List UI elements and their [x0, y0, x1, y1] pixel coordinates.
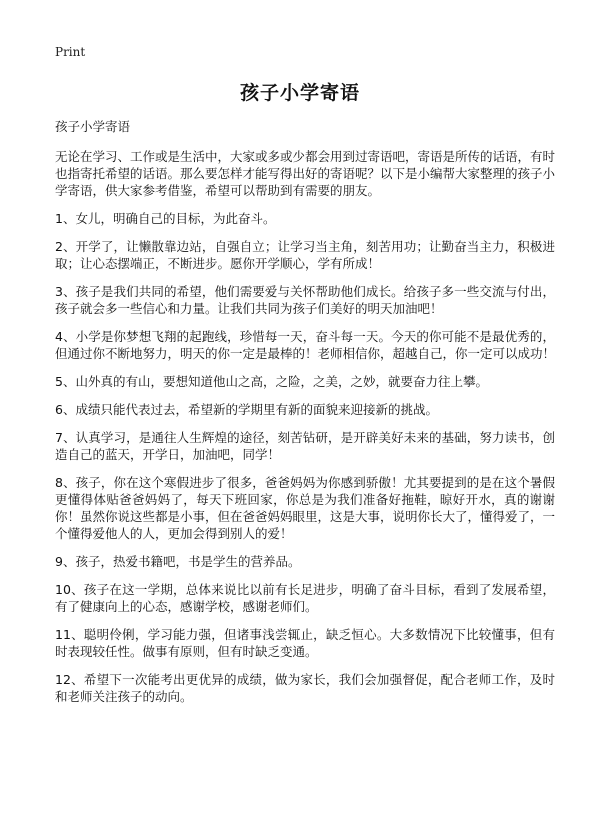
message-item-11: 11、聪明伶俐，学习能力强，但诸事浅尝辄止，缺乏恒心。大多数情况下比较懂事，但有时表现较任性。做事有原则，但有时缺乏变通。	[55, 627, 555, 659]
message-item-8: 8、孩子，你在这个寒假进步了很多，爸爸妈妈为你感到骄傲！尤其要提到的是在这个暑假更懂得体贴爸爸妈妈了，每天下班回家，你总是为我们准备好拖鞋，晾好开水，真的谢谢你！虽然你说这些都是小事，但在爸爸妈妈眼里，这是大事，说明你长大了，懂得爱了，一个懂得爱他人的人，更加会得到别人的爱！	[55, 475, 556, 541]
message-item-5: 5、山外真的有山，要想知道他山之高，之险，之美，之妙，就要奋力往上攀。	[55, 374, 488, 389]
message-item-7: 7、认真学习，是通往人生辉煌的途径，刻苦钻研，是开辟美好未来的基础，努力读书，创造自己的蓝天，开学日，加油吧，同学！	[55, 430, 555, 462]
article-subtitle: 孩子小学寄语	[55, 119, 131, 134]
intro-paragraph: 无论在学习、工作或是生活中，大家或多或少都会用到过寄语吧，寄语是所传的话语，有时也指寄托希望的话语。那么要怎样才能写得出好的寄语呢？以下是小编帮大家整理的孩子小学寄语，供大家参考借鉴，希望可以帮助到有需要的朋友。	[55, 149, 556, 198]
article-body	[55, 119, 555, 716]
page-title: 孩子小学寄语	[239, 82, 360, 104]
message-item-12: 12、希望下一次能考出更优异的成绩，做为家长，我们会加强督促，配合老师工作，及时和老师关注孩子的动向。	[55, 672, 555, 704]
message-item-1: 1、女儿，明确自己的目标，为此奋斗。	[55, 211, 276, 226]
message-item-10: 10、孩子在这一学期，总体来说比以前有长足进步，明确了奋斗目标，看到了发展希望，有了健康向上的心态，感谢学校，感谢老师们。	[55, 582, 555, 614]
message-item-6: 6、成绩只能代表过去，希望新的学期里有新的面貌来迎接新的挑战。	[55, 402, 438, 417]
print-link[interactable]: Print	[55, 45, 86, 59]
message-item-4: 4、小学是你梦想飞翔的起跑线，珍惜每一天，奋斗每一天。今天的你可能不是最优秀的，但通过你不断地努力，明天的你一定是最棒的！老师相信你，超越自己，你一定可以成功！	[55, 329, 556, 361]
message-item-9: 9、孩子，热爱书籍吧，书是学生的营养品。	[55, 554, 301, 569]
message-item-2: 2、开学了，让懒散靠边站，自强自立；让学习当主角，刻苦用功；让勤奋当主力，积极进取；让心态摆端正，不断进步。愿你开学顺心，学有所成！	[55, 239, 555, 271]
message-item-3: 3、孩子是我们共同的希望，他们需要爱与关怀帮助他们成长。给孩子多一些交流与付出，孩子就会多一些信心和力量。让我们共同为孩子们美好的明天加油吧！	[55, 284, 555, 316]
